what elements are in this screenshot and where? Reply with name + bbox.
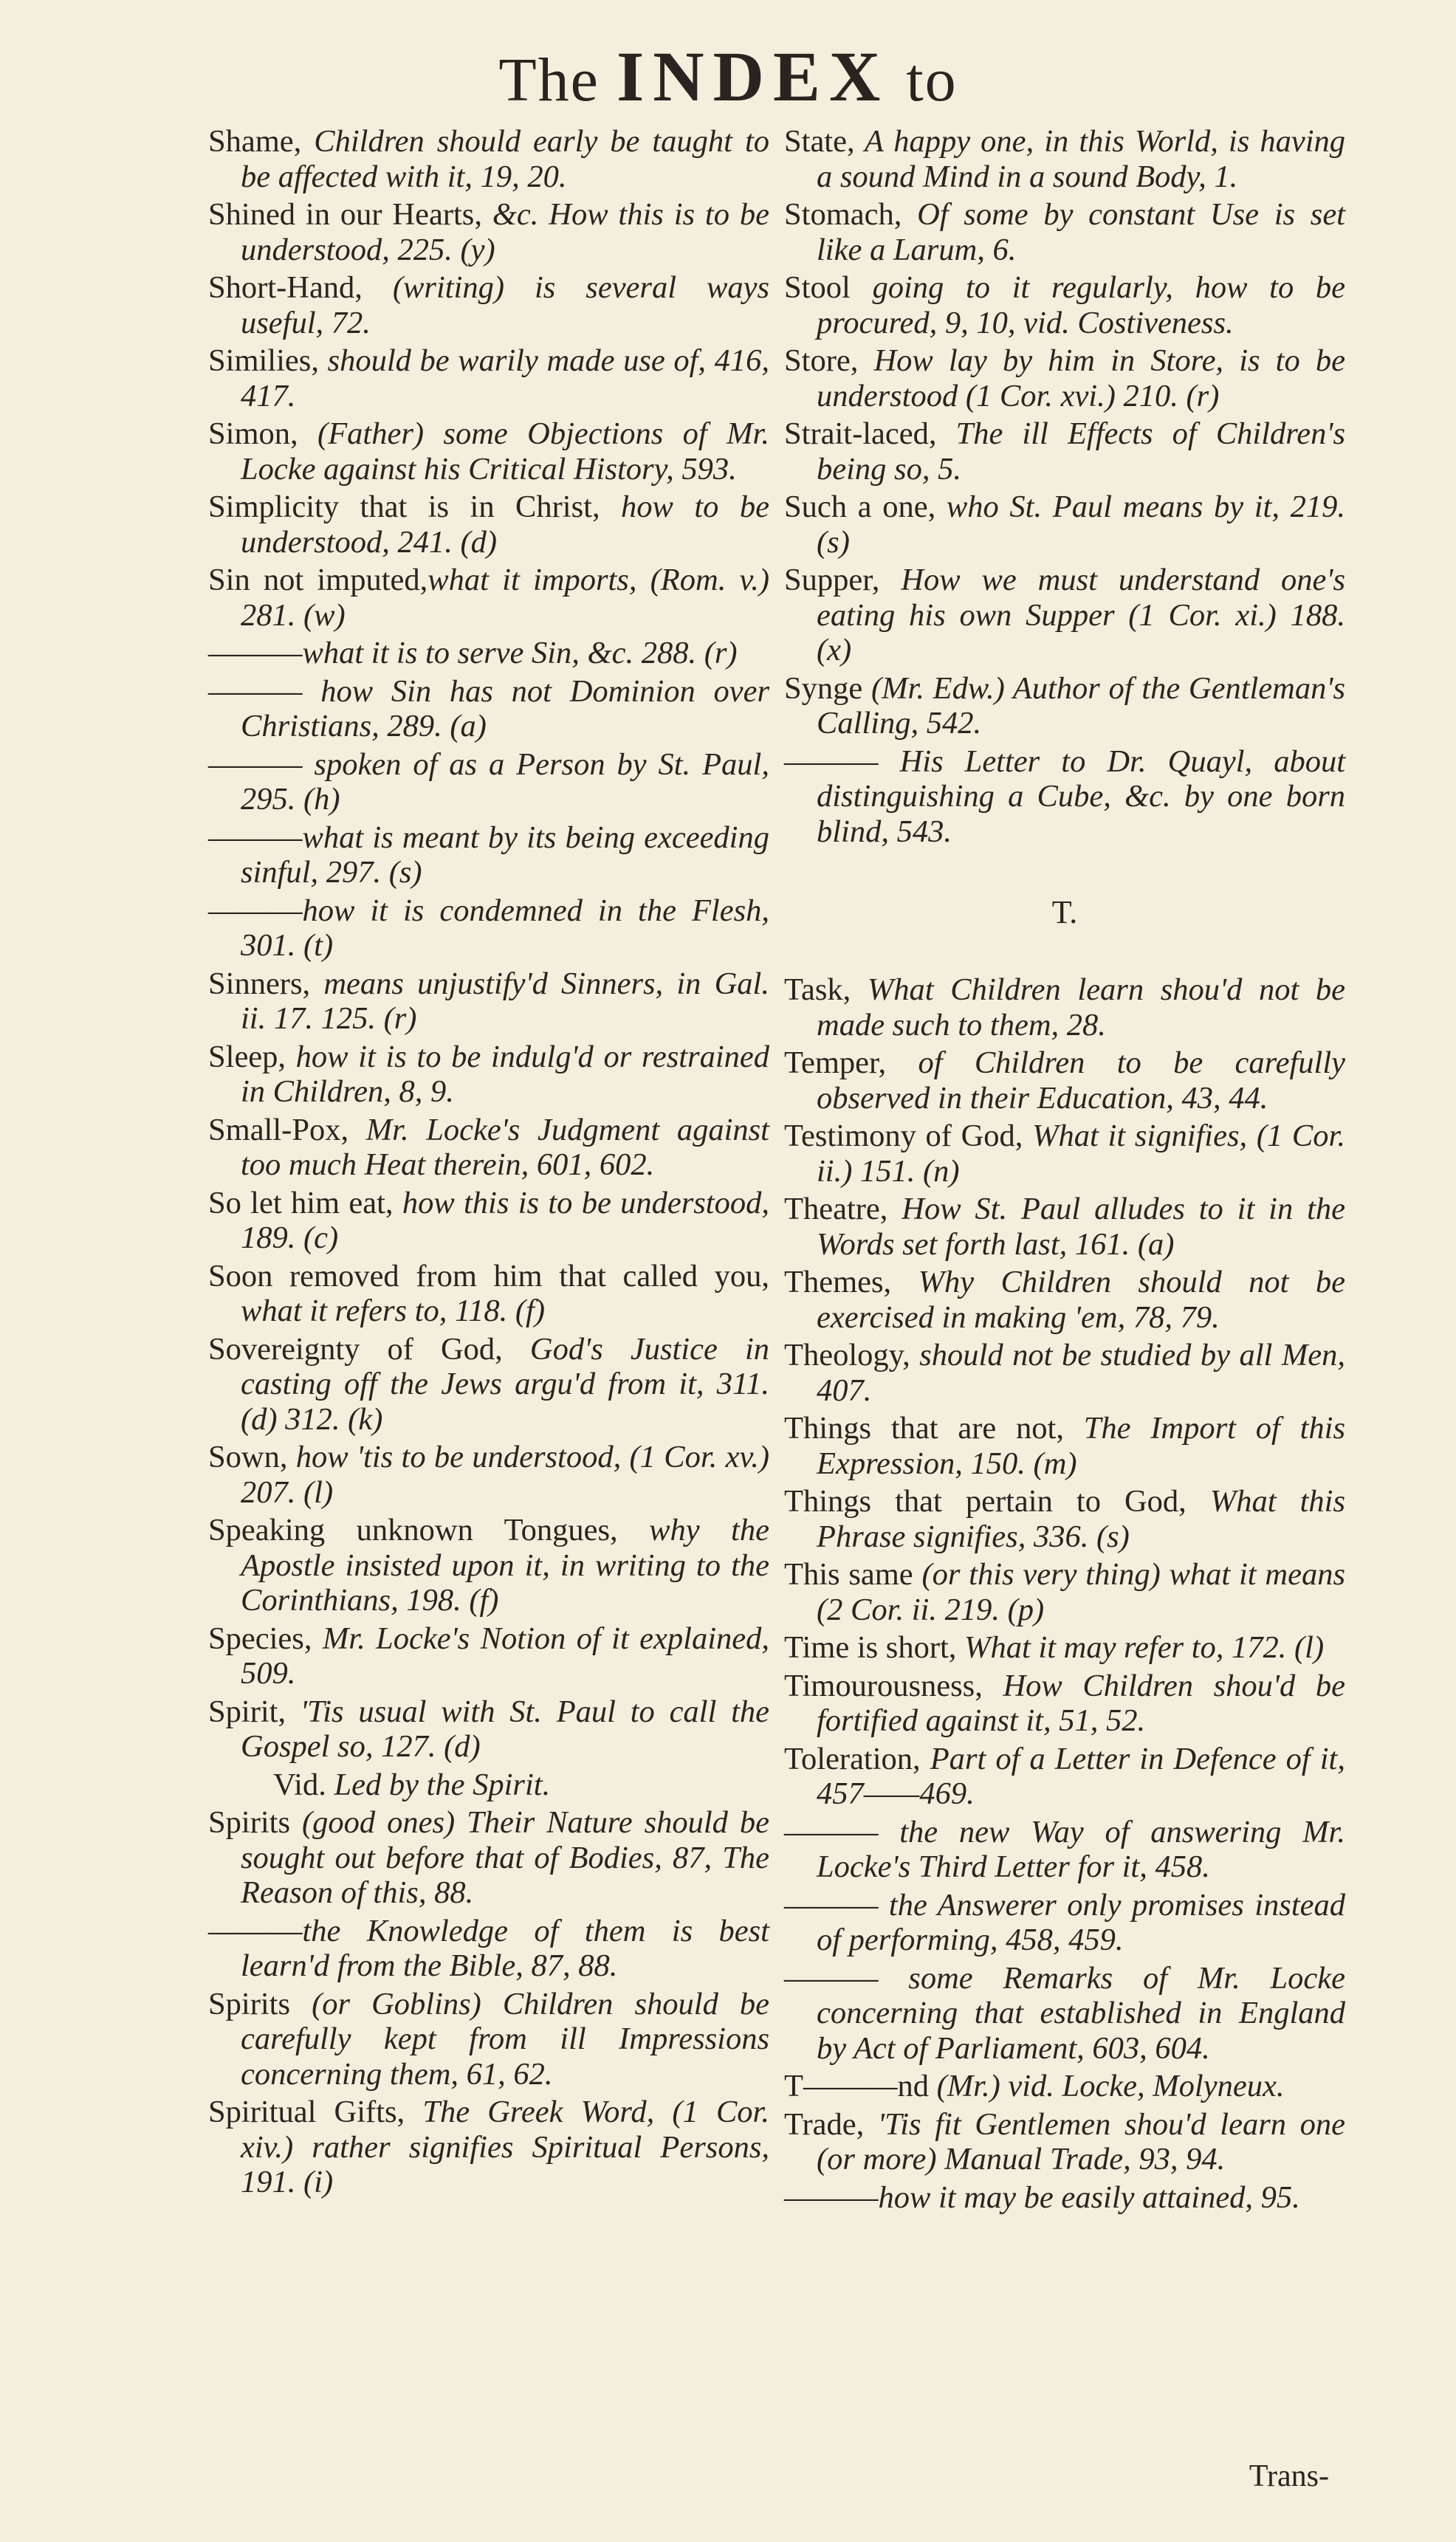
right-column <box>784 124 1345 2218</box>
entry-head: State, <box>784 124 855 159</box>
entry-head: ——— <box>784 1960 879 1996</box>
index-entry <box>784 1669 1345 1739</box>
index-entry <box>784 489 1345 560</box>
index-entry <box>784 2069 1345 2104</box>
t-entries <box>784 972 1345 2215</box>
entry-text: (good ones) Their Nature should be sought out before that of Bodies, 87, The Reason of this, 88. <box>241 1805 769 1910</box>
index-entry <box>208 820 769 890</box>
entry-head: Themes, <box>784 1265 892 1299</box>
index-entry <box>208 1987 769 2092</box>
entry-text: What it signifies, (1 Cor. ii.) 151. (n) <box>817 1119 1345 1189</box>
entry-head: Testimony of God, <box>784 1119 1023 1153</box>
entry-text: who St. Paul means by it, 219. (s) <box>817 489 1346 560</box>
index-entry <box>784 1557 1345 1627</box>
entry-text: How Children shou'd be fortified against it, 51, 52. <box>817 1668 1345 1738</box>
entry-head: Such a one, <box>784 489 936 524</box>
entry-text: Why Children should not be exercised in making 'em, 78, 79. <box>817 1265 1345 1335</box>
entry-text: should not be studied by all Men, 407. <box>817 1338 1345 1408</box>
index-entry <box>208 1440 769 1510</box>
entry-text: What this Phrase signifies, 336. (s) <box>817 1484 1345 1554</box>
entry-text: some Remarks of Mr. Locke concerning that established in England by Act of Parliament, 603, 604. <box>817 1960 1345 2066</box>
entry-text: (or this very thing) what it means (2 Cor. ii. 219. (p) <box>817 1557 1345 1627</box>
entry-head: Stool <box>784 270 851 305</box>
entry-head: Time is short, <box>784 1630 957 1665</box>
entry-text: How lay by him in Store, is to be understood (1 Cor. xvi.) 210. (r) <box>817 343 1345 413</box>
title-suffix: to <box>906 46 958 114</box>
index-entry <box>784 1888 1345 1958</box>
index-entry <box>208 124 769 194</box>
entry-text: the new Way of answering Mr. Locke's Third Letter for it, 458. <box>817 1814 1345 1884</box>
title-prefix: The <box>498 46 600 114</box>
entry-text: What Children learn shou'd not be made such to them, 28. <box>817 972 1345 1042</box>
entry-head: Sinners, <box>208 966 311 1001</box>
index-entry <box>208 1621 769 1691</box>
entry-head: Things that pertain to God, <box>784 1484 1187 1519</box>
entry-text: of Children to be carefully observed in their Education, 43, 44. <box>817 1045 1345 1116</box>
index-entry <box>784 270 1345 340</box>
index-entry <box>208 1332 769 1437</box>
index-entry <box>208 1914 769 1984</box>
entry-head: ——— <box>208 636 303 670</box>
index-entry <box>208 1186 769 1256</box>
index-entry <box>784 124 1345 194</box>
entry-head: Sin not imputed, <box>208 563 428 597</box>
index-entry <box>208 489 769 560</box>
index-entry <box>208 674 769 744</box>
entry-head: Spirits <box>208 1986 291 2021</box>
index-entry <box>784 1484 1345 1554</box>
entry-text: the Knowledge of them is best learn'd from the Bible, 87, 88. <box>241 1913 769 1983</box>
entry-head: Sovereignty of God, <box>208 1331 503 1367</box>
left-column <box>208 124 769 2203</box>
entry-head: Toleration, <box>784 1741 921 1776</box>
index-entry <box>784 1119 1345 1189</box>
index-entry <box>784 416 1345 487</box>
entry-text: going to it regularly, how to be procured, 9, 10, vid. Costiveness. <box>817 270 1345 340</box>
index-entry <box>784 671 1345 741</box>
entry-text: How we must understand one's eating his own Supper (1 Cor. xi.) 188. (x) <box>817 563 1345 667</box>
index-entry <box>784 1045 1345 1116</box>
entry-head: Simplicity that is in Christ, <box>208 489 600 524</box>
index-entry <box>784 1961 1345 2067</box>
entry-text: The ill Effects of Children's being so, 5. <box>817 416 1345 487</box>
entry-text: how it is to be indulg'd or restrained in Children, 8, 9. <box>241 1039 769 1109</box>
entry-head: Stomach, <box>784 197 902 232</box>
entry-text: Of some by constant Use is set like a Larum, 6. <box>817 197 1345 267</box>
entry-head: Similies, <box>208 343 319 378</box>
entry-head: ——— <box>208 820 303 855</box>
entry-head: Trade, <box>784 2106 865 2142</box>
entry-head: Temper, <box>784 1045 887 1080</box>
entry-head: ——— <box>208 746 303 782</box>
entry-text: The Greek Word, (1 Cor. xiv.) rather signifies Spiritual Persons, 191. (i) <box>241 2095 769 2199</box>
entry-text: what it imports, (Rom. v.) 281. (w) <box>241 563 769 633</box>
index-entry <box>784 744 1345 850</box>
entry-head: Strait-laced, <box>784 416 937 451</box>
section-letter: T. <box>1051 894 1078 930</box>
entry-head: Shined in our Hearts, <box>208 197 482 232</box>
entry-head: ——— <box>784 2179 879 2215</box>
index-entry <box>208 966 769 1037</box>
entry-head: Spiritual Gifts, <box>208 2095 405 2129</box>
index-entry <box>784 1630 1345 1666</box>
index-entry <box>784 972 1345 1042</box>
index-entry <box>784 1742 1345 1812</box>
entry-head: Sleep, <box>208 1039 286 1074</box>
entry-head: Simon, <box>208 416 298 451</box>
entry-head: ——— <box>784 743 879 779</box>
entry-head: Spirits <box>208 1805 291 1840</box>
entry-head: Speaking unknown Tongues, <box>208 1513 618 1547</box>
index-entry <box>208 563 769 633</box>
index-entry <box>208 416 769 487</box>
entry-head: Things that are not, <box>784 1411 1064 1446</box>
entry-text: (or Goblins) Children should be carefully kept from ill Impressions concerning them, 61, 62. <box>241 1986 769 2092</box>
index-entry <box>208 1768 769 1803</box>
index-entry <box>208 1513 769 1618</box>
entry-text: Part of a Letter in Defence of it, 457——469. <box>817 1741 1345 1811</box>
entry-head: Task, <box>784 972 851 1007</box>
entry-head: Short-Hand, <box>208 270 363 305</box>
index-entry <box>208 270 769 340</box>
entry-text: Mr. Locke's Judgment against too much Heat therein, 601, 602. <box>241 1112 769 1182</box>
s-entries-continued <box>784 124 1345 849</box>
entry-head: ——— <box>208 893 303 928</box>
entry-text: Led by the Spirit. <box>326 1767 551 1802</box>
entry-text: how this is to be understood, 189. (c) <box>241 1185 769 1255</box>
entry-head: This same <box>784 1557 913 1592</box>
index-entry <box>208 747 769 817</box>
entry-text: 'Tis fit Gentlemen shou'd learn one (or more) Manual Trade, 93, 94. <box>817 2106 1345 2177</box>
title-main: INDEX <box>616 37 890 116</box>
index-entry <box>208 893 769 963</box>
entry-text: what it refers to, 118. (f) <box>241 1294 545 1328</box>
entry-text: What it may refer to, 172. (l) <box>956 1630 1325 1665</box>
catchword: Trans- <box>1249 2459 1329 2493</box>
entry-head: So let him eat, <box>208 1185 394 1220</box>
entry-text: why the Apostle insisted upon it, in writing to the Corinthians, 198. (f) <box>241 1513 769 1618</box>
entry-text: means unjustify'd Sinners, in Gal. ii. 17. 125. (r) <box>241 966 769 1036</box>
entry-head: Small-Pox, <box>208 1112 349 1147</box>
index-entry <box>784 343 1345 413</box>
entry-text: should be warily made use of, 416, 417. <box>241 343 769 413</box>
entry-text: A happy one, in this World, is having a sound Mind in a sound Body, 1. <box>817 124 1345 194</box>
entry-head: Theatre, <box>784 1192 888 1226</box>
page-title <box>0 35 1456 117</box>
index-entry <box>208 1694 769 1765</box>
index-entry <box>208 343 769 413</box>
index-entry <box>784 1338 1345 1408</box>
entry-head: ——— <box>784 1814 879 1849</box>
index-entry <box>208 1113 769 1183</box>
entry-text: Children should early be taught to be affected with it, 19, 20. <box>241 124 769 194</box>
index-entry <box>784 1265 1345 1335</box>
entry-head: Synge <box>784 670 863 706</box>
entry-text: how 'tis to be understood, (1 Cor. xv.) 207. (l) <box>241 1440 769 1510</box>
index-entry <box>208 197 769 267</box>
entry-text: God's Justice in casting off the Jews argu'd from it, 311. (d) 312. (k) <box>241 1331 769 1437</box>
entry-text: how Sin has not Dominion over Christians, 289. (a) <box>241 673 769 743</box>
index-entry <box>784 1815 1345 1885</box>
entry-text: the Answerer only promises instead of performing, 458, 459. <box>817 1887 1345 1957</box>
entry-head: T———nd <box>784 2069 929 2103</box>
entry-head: Sown, <box>208 1440 288 1474</box>
index-entry <box>784 2107 1345 2177</box>
entry-text: what it is to serve Sin, &c. 288. (r) <box>302 636 738 670</box>
entry-head: Theology, <box>784 1338 910 1373</box>
entry-head: ——— <box>208 673 303 709</box>
index-entry <box>208 1259 769 1329</box>
index-entry <box>784 1192 1345 1262</box>
entry-text: (Mr. Edw.) Author of the Gentleman's Calling, 542. <box>817 670 1345 741</box>
entry-head: Shame, <box>208 124 302 159</box>
entry-text: His Letter to Dr. Quayl, about distinguishing a Cube, &c. by one born blind, 543. <box>817 743 1345 849</box>
entry-head: Soon removed from him that called you, <box>208 1258 769 1294</box>
entry-text: how it may be easily attained, 95. <box>878 2179 1300 2215</box>
entry-text: &c. How this is to be understood, 225. (y) <box>241 197 769 267</box>
entry-head: Spirit, <box>208 1694 286 1729</box>
entry-text: Mr. Locke's Notion of it explained, 509. <box>241 1621 769 1691</box>
entry-head: Vid. <box>273 1767 326 1802</box>
index-entry <box>784 2180 1345 2216</box>
entry-text: how it is condemned in the Flesh, 301. (t) <box>241 893 769 963</box>
entry-head: Supper, <box>784 563 880 597</box>
entry-head: Species, <box>208 1621 312 1656</box>
entry-text: how to be understood, 241. (d) <box>241 489 769 560</box>
index-entry <box>784 563 1345 668</box>
index-entry <box>784 1411 1345 1481</box>
entry-head: ——— <box>208 1913 303 1948</box>
entry-head: ——— <box>784 1887 879 1923</box>
entry-head: Timourousness, <box>784 1668 983 1703</box>
index-entry <box>208 1040 769 1110</box>
entry-text: (Mr.) vid. Locke, Molyneux. <box>928 2069 1285 2103</box>
entry-text: How St. Paul alludes to it in the Words set forth last, 161. (a) <box>817 1192 1345 1262</box>
index-entry <box>208 1805 769 1911</box>
entry-text: The Import of this Expression, 150. (m) <box>817 1411 1345 1481</box>
index-entry <box>208 2095 769 2200</box>
index-entry <box>208 636 769 671</box>
entry-text: (Father) some Objections of Mr. Locke against his Critical History, 593. <box>241 416 769 487</box>
entry-head: Store, <box>784 343 859 378</box>
entry-text: 'Tis usual with St. Paul to call the Gospel so, 127. (d) <box>241 1694 769 1764</box>
entry-text: spoken of as a Person by St. Paul, 295. (h) <box>241 746 769 817</box>
index-entry <box>784 197 1345 267</box>
entry-text: what is meant by its being exceeding sinful, 297. (s) <box>241 820 769 890</box>
entry-text: (writing) is several ways useful, 72. <box>241 270 769 340</box>
